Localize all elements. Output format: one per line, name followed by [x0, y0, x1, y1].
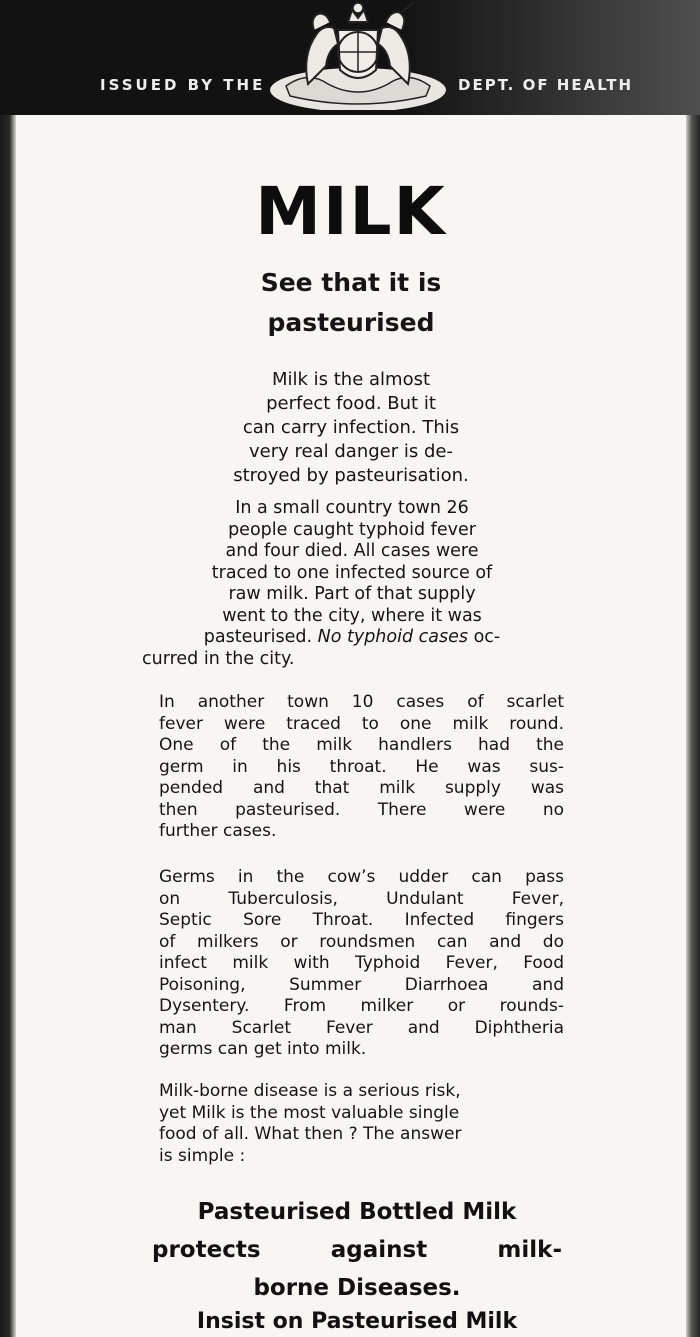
- paragraph-line: pended and that milk supply was: [159, 778, 564, 798]
- paragraph-line: of milkers or roundsmen can and do: [159, 931, 564, 952]
- paragraph-line: went to the city, where it was: [222, 605, 482, 626]
- call-to-action: Insist on Pasteurised Milk: [196, 1309, 518, 1334]
- paragraph-line: further cases.: [159, 821, 277, 841]
- paragraph-line: Septic Sore Throat. Infected fingers: [159, 910, 564, 930]
- paragraph-line: can carry infection. This: [242, 417, 460, 438]
- paragraph-line: food of all. What then ? The answer: [159, 1124, 462, 1144]
- left-border: [0, 115, 16, 1337]
- paragraph-line: In another town 10 cases of scarlet: [159, 692, 564, 712]
- paragraph-line: Germs in the cow’s udder can pass: [159, 867, 564, 887]
- royal-coat-of-arms-icon: [268, 0, 448, 110]
- paragraph-line: traced to one infected source of: [211, 562, 493, 583]
- paragraph-line: perfect food. But it: [266, 393, 436, 414]
- subtitle: [16, 263, 686, 343]
- paragraph-line: and four died. All cases were: [225, 541, 479, 561]
- scarlet-fever-paragraph: [159, 692, 564, 843]
- risk-paragraph: [159, 1081, 564, 1167]
- advert-body: [16, 115, 686, 1337]
- line-text: oc-: [468, 627, 501, 647]
- page-title: MILK: [255, 173, 447, 250]
- line-text: pasteurised.: [203, 627, 318, 647]
- subtitle-line: See that it is: [260, 268, 442, 297]
- typhoid-paragraph: [142, 498, 562, 670]
- germs-paragraph: [159, 867, 564, 1061]
- right-border: [686, 115, 700, 1337]
- paragraph-line: infect milk with Typhoid Fever, Food: [159, 953, 564, 973]
- paragraph-line: man Scarlet Fever and Diphtheria: [159, 1017, 564, 1038]
- italic-emphasis: No typhoid cases: [317, 627, 468, 647]
- paragraph-line: on Tuberculosis, Undulant Fever,: [159, 888, 564, 909]
- paragraph-line: One of the milk handlers had the: [159, 735, 564, 755]
- paragraph-line: stroyed by pasteurisation.: [233, 465, 469, 486]
- paragraph-line: Milk-borne disease is a serious risk,: [159, 1081, 461, 1101]
- paragraph-line: curred in the city.: [142, 648, 295, 669]
- header-banner: [0, 0, 700, 115]
- paragraph-line: [142, 627, 562, 649]
- paragraph-line: people caught typhoid fever: [228, 519, 476, 540]
- paragraph-line: Milk is the almost: [271, 369, 431, 390]
- subtitle-line: pasteurised: [267, 308, 435, 337]
- closing-line: Pasteurised Bottled Milk: [197, 1199, 517, 1225]
- paragraph-line: is simple :: [159, 1145, 246, 1166]
- paragraph-line: Dysentery. From milker or rounds-: [159, 996, 564, 1016]
- paragraph-line: raw milk. Part of that supply: [228, 584, 476, 604]
- dept-of-health-label: DEPT. OF HEALTH: [458, 76, 634, 94]
- issued-by-label: ISSUED BY THE: [100, 76, 266, 94]
- paragraph-line: very real danger is de-: [249, 441, 453, 462]
- paragraph-line: then pasteurised. There were no: [159, 799, 564, 820]
- paragraph-line: yet Milk is the most valuable single: [159, 1102, 460, 1123]
- closing-statement: [142, 1193, 572, 1307]
- closing-line: borne Diseases.: [253, 1275, 461, 1301]
- paragraph-line: fever were traced to one milk round.: [159, 713, 564, 734]
- paragraph-line: germs can get into milk.: [159, 1039, 367, 1059]
- intro-paragraph: [216, 368, 486, 488]
- paragraph-line: In a small country town 26: [235, 498, 469, 518]
- paragraph-line: germ in his throat. He was sus-: [159, 756, 564, 777]
- paragraph-line: Poisoning, Summer Diarrhoea and: [159, 974, 564, 995]
- closing-line: protects against milk-: [152, 1237, 562, 1263]
